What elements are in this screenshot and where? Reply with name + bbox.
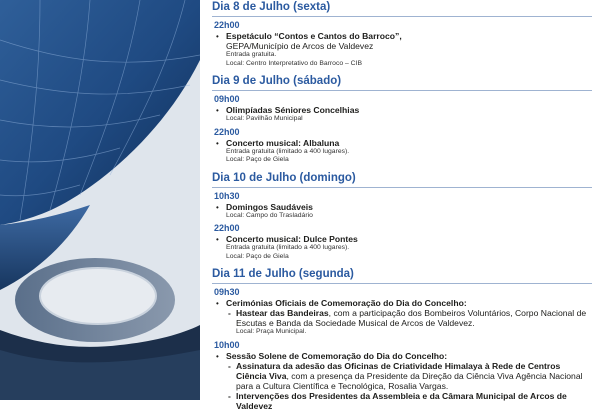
event-title: Olimpíadas Séniores Concelhias bbox=[226, 105, 360, 115]
bullet-icon: • bbox=[216, 235, 219, 244]
subitem-text: , com a participação dos Bombeiros Voluntários, Corpo Nacional de Escutas e Banda da Sociedade Musical de Arcos de Valdevez. bbox=[236, 308, 587, 328]
event-title: Espetáculo “Contos e Cantos do Barroco”, bbox=[226, 31, 402, 41]
day-block bbox=[212, 0, 592, 68]
event-title: Sessão Solene de Comemoração do Dia do Concelho: bbox=[226, 350, 448, 361]
event-location: Local: Pavilhão Municipal bbox=[226, 115, 303, 122]
bullet-icon: • bbox=[216, 351, 219, 361]
bullet-icon: • bbox=[216, 299, 219, 308]
event-location: Local: Paço de Giela bbox=[226, 156, 289, 163]
event-item bbox=[212, 202, 592, 221]
event-note: Entrada gratuita. bbox=[226, 51, 277, 58]
event-location: Local: Praça Municipal. bbox=[236, 328, 307, 335]
architecture-photo bbox=[0, 0, 200, 400]
event-subitem bbox=[226, 308, 592, 328]
event-subitem bbox=[226, 391, 592, 411]
event-item bbox=[212, 31, 592, 68]
day-block bbox=[212, 74, 592, 165]
event-time: 10h30 bbox=[214, 190, 240, 201]
event-time: 22h00 bbox=[214, 20, 240, 30]
event-item bbox=[212, 234, 592, 261]
event-location: Local: Paço de Giela bbox=[226, 252, 289, 260]
event-time: 22h00 bbox=[214, 126, 240, 137]
divider bbox=[212, 283, 592, 284]
bullet-icon: • bbox=[216, 138, 219, 148]
event-subitem bbox=[226, 361, 592, 391]
event-time: 09h00 bbox=[214, 94, 240, 104]
event-note: Entrada gratuita (limitado a 400 lugares). bbox=[226, 244, 350, 251]
dash-icon: - bbox=[228, 360, 231, 371]
event-note: Entrada gratuita (limitado a 400 lugares). bbox=[226, 147, 350, 155]
day-heading: Dia 9 de Julho (sábado) bbox=[212, 75, 342, 87]
bullet-icon: • bbox=[216, 32, 219, 41]
dash-icon: - bbox=[228, 390, 231, 401]
subitem-title: Assinatura da adesão das Oficinas de Criatividade Himalaya à Rede de Centros Ciência Viva bbox=[236, 360, 561, 381]
subitem-title: Hastear das Bandeiras bbox=[236, 308, 329, 318]
day-heading: Dia 11 de Julho (segunda) bbox=[212, 268, 354, 280]
event-time: 09h30 bbox=[214, 287, 240, 297]
divider bbox=[212, 90, 592, 91]
event-title: Concerto musical: Dulce Pontes bbox=[226, 234, 358, 244]
event-title: Concerto musical: Albaluna bbox=[226, 137, 340, 148]
subitem-title: Intervenções dos Presidentes da Assembleia e da Câmara Municipal de Arcos de Valdevez bbox=[236, 390, 567, 411]
day-heading: Dia 8 de Julho (sexta) bbox=[212, 1, 331, 13]
curved-roof-illustration bbox=[0, 0, 200, 400]
divider bbox=[212, 16, 592, 17]
event-location: Local: Centro Interpretativo do Barroco – CIB bbox=[226, 59, 363, 67]
event-item bbox=[212, 138, 592, 165]
event-item bbox=[212, 298, 592, 337]
subitem-text: , com a presença da Presidente da Direção da Ciência Viva Agência Nacional para a Cultura Científica e Tecnológica, Rosalia Vargas. bbox=[236, 370, 583, 391]
bullet-icon: • bbox=[216, 202, 219, 212]
bullet-icon: • bbox=[216, 106, 219, 115]
event-location: Local: Campo do Trasladário bbox=[226, 211, 313, 219]
day-block bbox=[212, 171, 592, 262]
dash-icon: - bbox=[228, 308, 231, 318]
event-schedule bbox=[212, 0, 592, 411]
day-block bbox=[212, 267, 592, 411]
event-organizer: GEPA/Município de Arcos de Valdevez bbox=[226, 41, 374, 51]
event-time: 10h00 bbox=[214, 339, 240, 350]
event-title: Domingos Saudáveis bbox=[226, 201, 313, 212]
event-item bbox=[212, 105, 592, 124]
day-heading: Dia 10 de Julho (domingo) bbox=[212, 171, 356, 184]
event-title: Cerimónias Oficiais de Comemoração do Dia do Concelho: bbox=[226, 298, 467, 308]
event-item bbox=[212, 351, 592, 411]
event-time: 22h00 bbox=[214, 223, 240, 233]
divider bbox=[212, 187, 592, 188]
